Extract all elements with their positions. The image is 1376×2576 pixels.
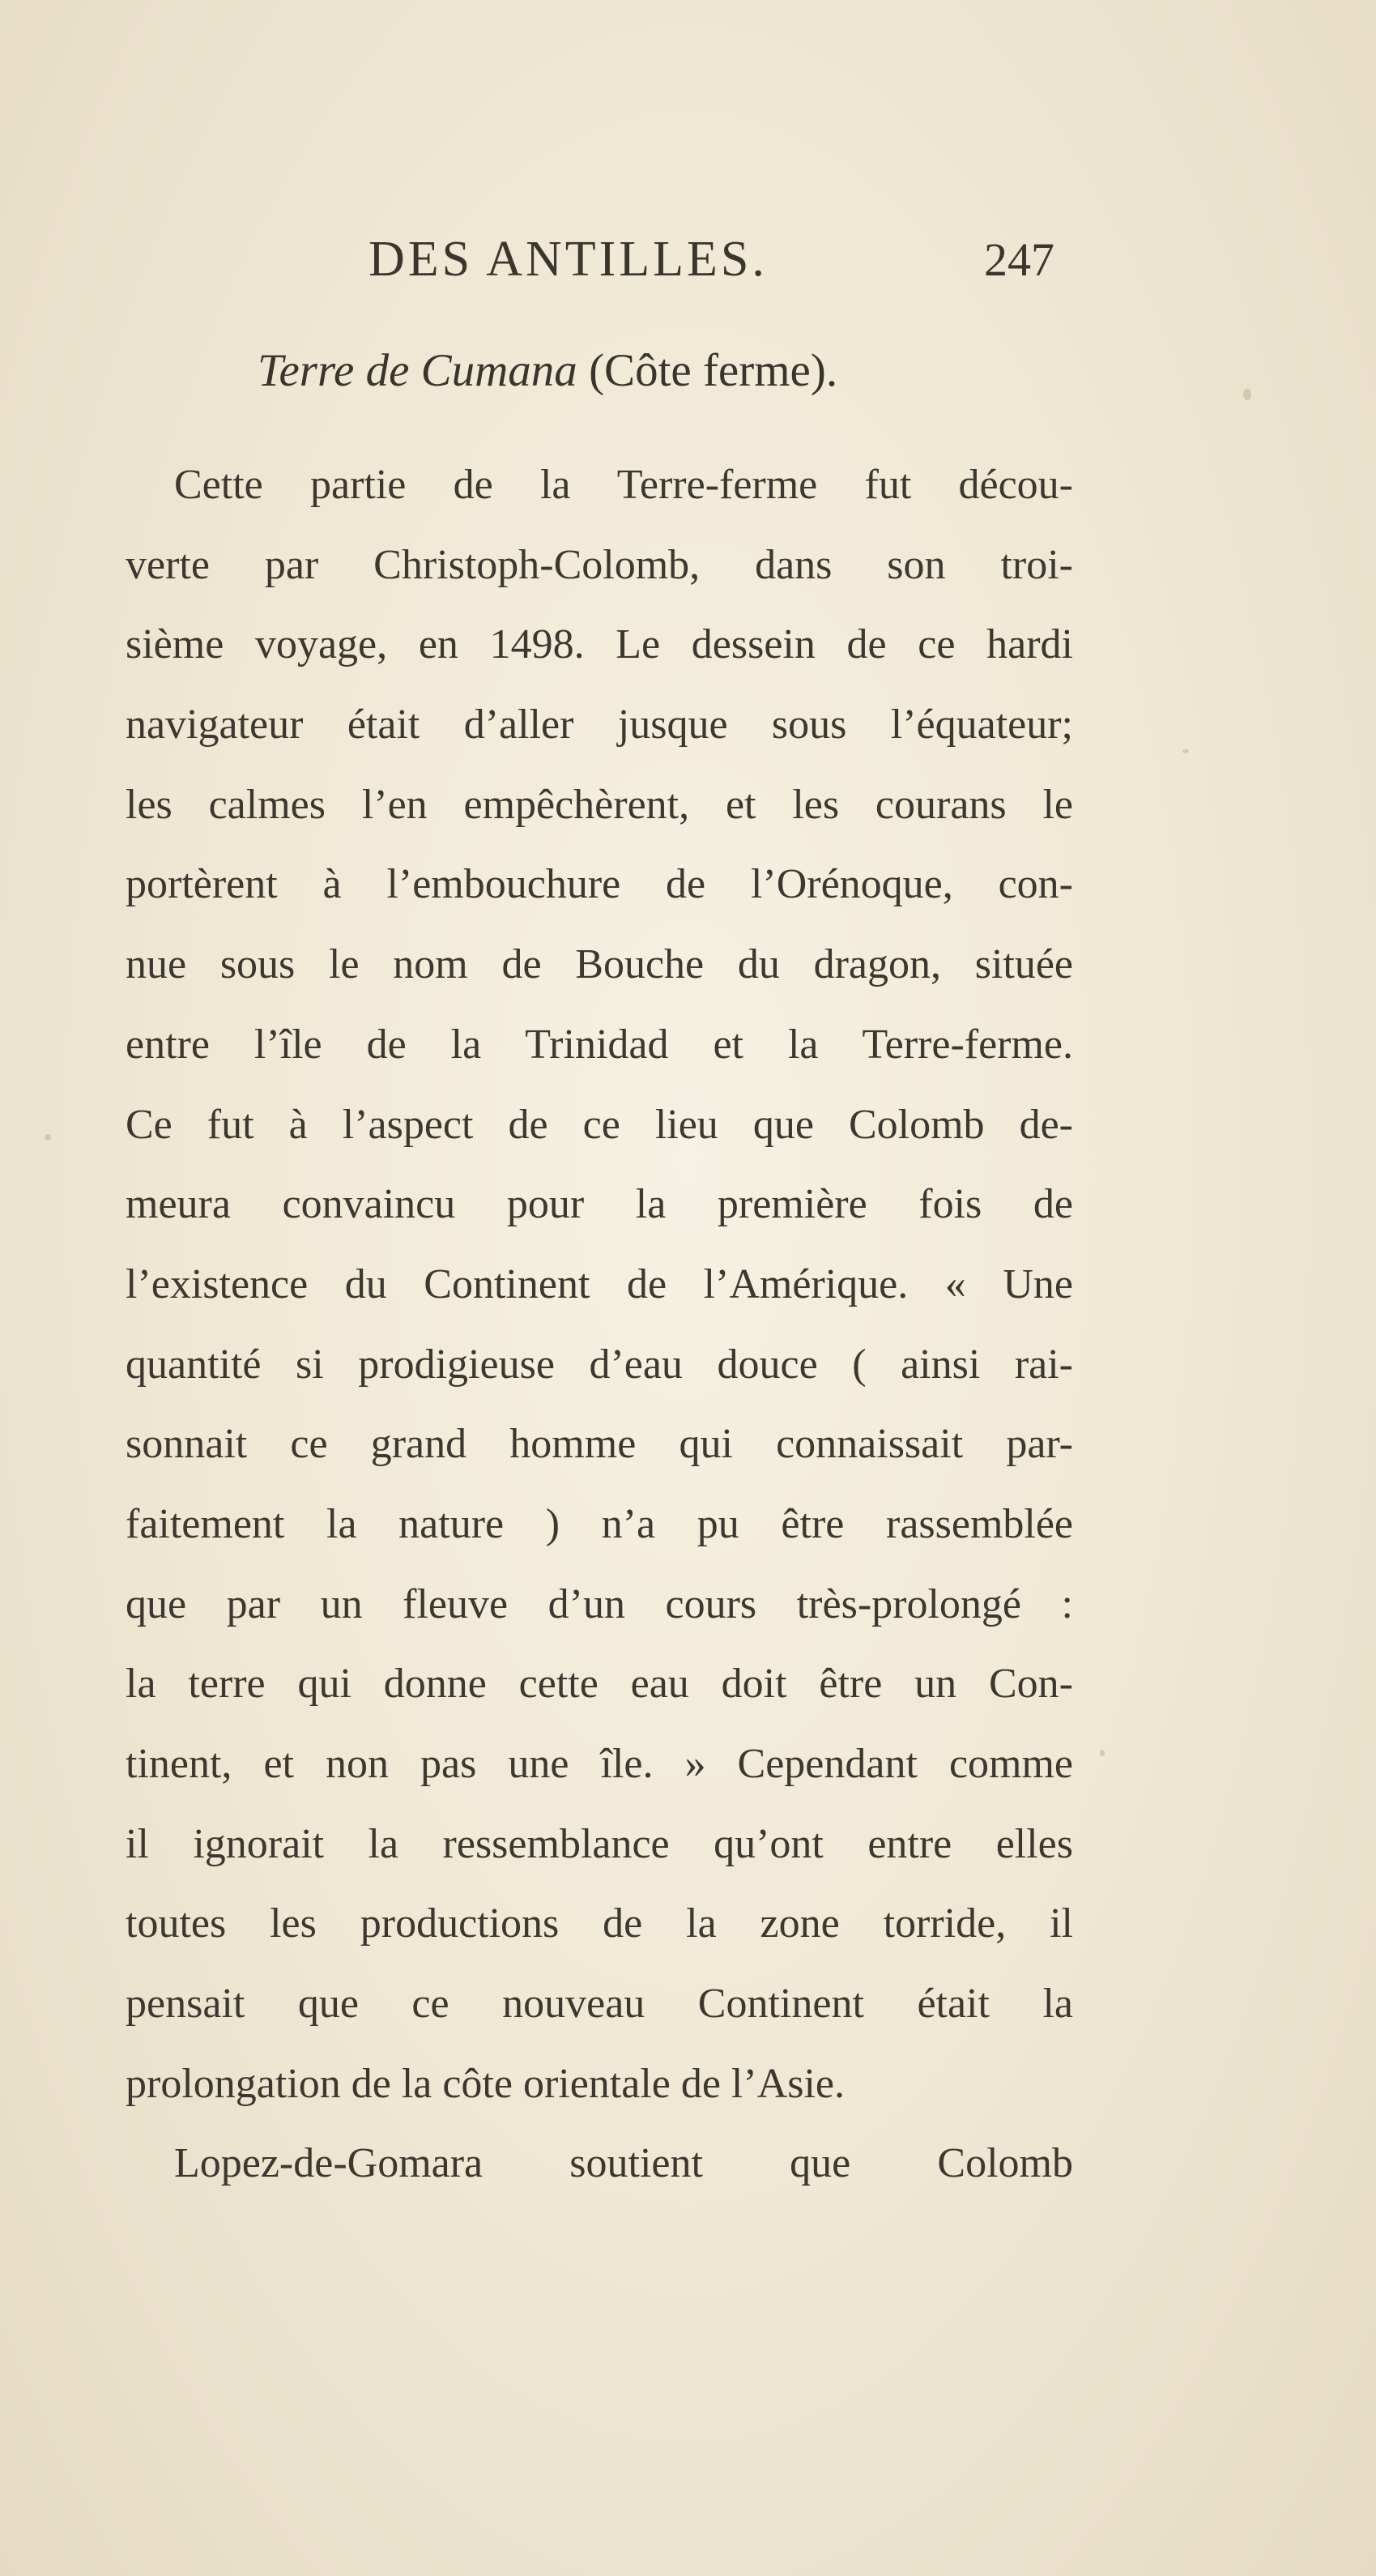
text-line: Ce fut à l’aspect de ce lieu que Colomb de-: [126, 1101, 1073, 1148]
text-line: toutes les productions de la zone torride, il: [126, 1900, 1073, 1947]
running-title: DES ANTILLES.: [368, 232, 768, 287]
section-heading-plain: (Côte ferme).: [577, 345, 838, 396]
text-line: verte par Christoph-Colomb, dans son troi-: [126, 541, 1073, 588]
text-line: que par un fleuve d’un cours très-prolongé :: [126, 1580, 1073, 1627]
text-line: la terre qui donne cette eau doit être un Con-: [126, 1661, 1073, 1708]
text-line: entre l’île de la Trinidad et la Terre-ferme.: [126, 1021, 1073, 1068]
text-line: prolongation de la côte orientale de l’Asie.: [126, 2060, 846, 2107]
paper-stain: [1182, 749, 1189, 753]
text-line: faitement la nature ) n’a pu être rassemblée: [126, 1500, 1073, 1547]
page-header: [0, 231, 1376, 296]
text-line: les calmes l’en empêchèrent, et les courans le: [126, 781, 1073, 828]
page-number: 247: [984, 233, 1054, 286]
section-heading: [258, 344, 837, 397]
text-line: il ignorait la ressemblance qu’ont entre elles: [126, 1820, 1073, 1867]
text-line: navigateur était d’aller jusque sous l’équateur;: [126, 702, 1073, 748]
body-text: [126, 446, 1073, 2204]
text-line: sonnait ce grand homme qui connaissait par-: [126, 1421, 1073, 1468]
text-line: portèrent à l’embouchure de l’Orénoque, con-: [126, 861, 1073, 908]
section-heading-italic: Terre de Cumana: [258, 345, 577, 396]
text-line: tinent, et non pas une île. » Cependant comme: [126, 1741, 1073, 1787]
paper-stain: [45, 1134, 51, 1141]
paper-stain: [1100, 1750, 1105, 1756]
text-line: l’existence du Continent de l’Amérique. « Une: [126, 1260, 1073, 1307]
text-line: quantité si prodigieuse d’eau douce ( ainsi rai-: [126, 1341, 1073, 1388]
text-line: Cette partie de la Terre-ferme fut décou-: [174, 462, 1073, 508]
text-line: meura convaincu pour la première fois de: [126, 1181, 1073, 1228]
text-line: nue sous le nom de Bouche du dragon, située: [126, 941, 1073, 988]
text-line: pensait que ce nouveau Continent était la: [126, 1981, 1073, 2028]
text-line: sième voyage, en 1498. Le dessein de ce hardi: [126, 621, 1073, 668]
text-line: Lopez-de-Gomara soutient que Colomb: [174, 2140, 1073, 2187]
paper-stain: [1243, 389, 1251, 400]
